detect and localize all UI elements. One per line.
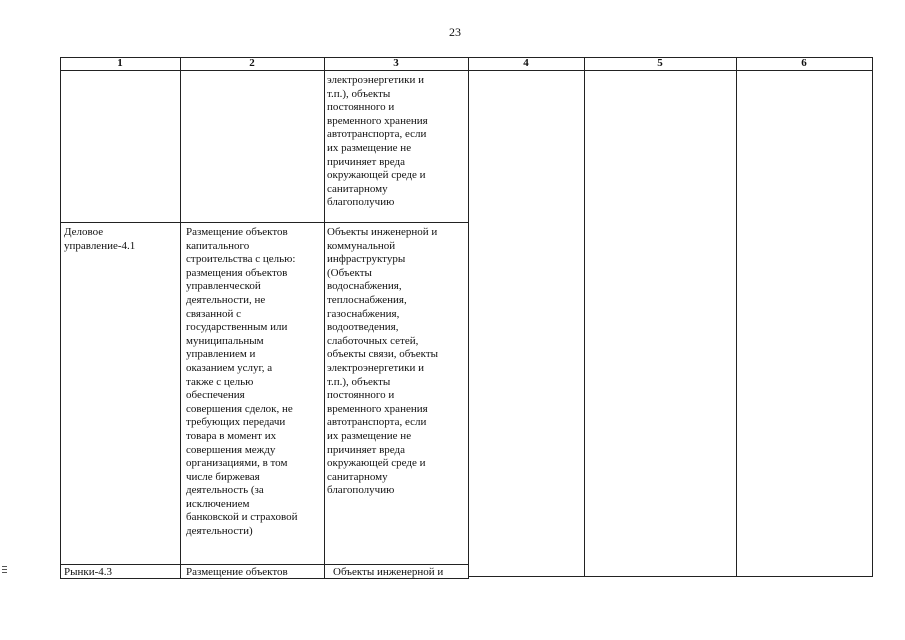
cols456-bottom-border — [468, 576, 873, 577]
cell-row3-col2: Размещение объектов — [186, 566, 288, 578]
col-divider-2 — [324, 57, 325, 579]
header-bottom-border — [60, 70, 873, 71]
cell-row3-col3: Объекты инженерной и — [333, 566, 444, 578]
cell-row2-col1: Деловое управление-4.1 — [64, 226, 136, 252]
cell-row2-col3: Объекты инженерной и коммунальной инфраструктуры (Объекты водоснабжения, теплоснабжения, газоснабжения, водоотведения, слаботочных сетей, объекты связи, объекты электроэнергетики и т.п.), объекты постоянного и временного хранения автотранспорта, если их размещение не причиняет вреда окружающей среде и санитарному благополучию — [327, 226, 439, 497]
column-header-6: 6 — [801, 57, 807, 69]
table-left-border — [60, 57, 61, 579]
column-header-4: 4 — [523, 57, 529, 69]
cell-row3-col1: Рынки-4.3 — [64, 566, 113, 578]
col-divider-5 — [736, 57, 737, 577]
cell-row1-col3: электроэнергетики и т.п.), объекты постоянного и временного хранения автотранспорта, если их размещение не причиняет вреда окружающей среде и санитарному благополучию — [327, 74, 428, 209]
column-header-5: 5 — [657, 57, 663, 69]
col-divider-1 — [180, 57, 181, 579]
cell-row2-col2: Размещение объектов капитального строительства с целью: размещения объектов управленческой деятельности, не связанной с государственным или муниципальным управлением и оказанием услуг, а также с целью обеспечения совершения сделок, не требующих передачи товара в момент их совершения между организациями, в том числе биржевая деятельность (за исключением банковской и страховой деятельности) — [186, 226, 298, 538]
table-right-border — [872, 57, 873, 577]
row-divider-2 — [60, 564, 468, 565]
col-divider-3 — [468, 57, 469, 579]
col-divider-4 — [584, 57, 585, 577]
page-number: 23 — [449, 25, 461, 39]
row-divider-1 — [60, 222, 468, 223]
column-header-3: 3 — [393, 57, 399, 69]
column-header-2: 2 — [249, 57, 255, 69]
margin-binding-mark — [2, 566, 7, 575]
column-header-1: 1 — [117, 57, 123, 69]
